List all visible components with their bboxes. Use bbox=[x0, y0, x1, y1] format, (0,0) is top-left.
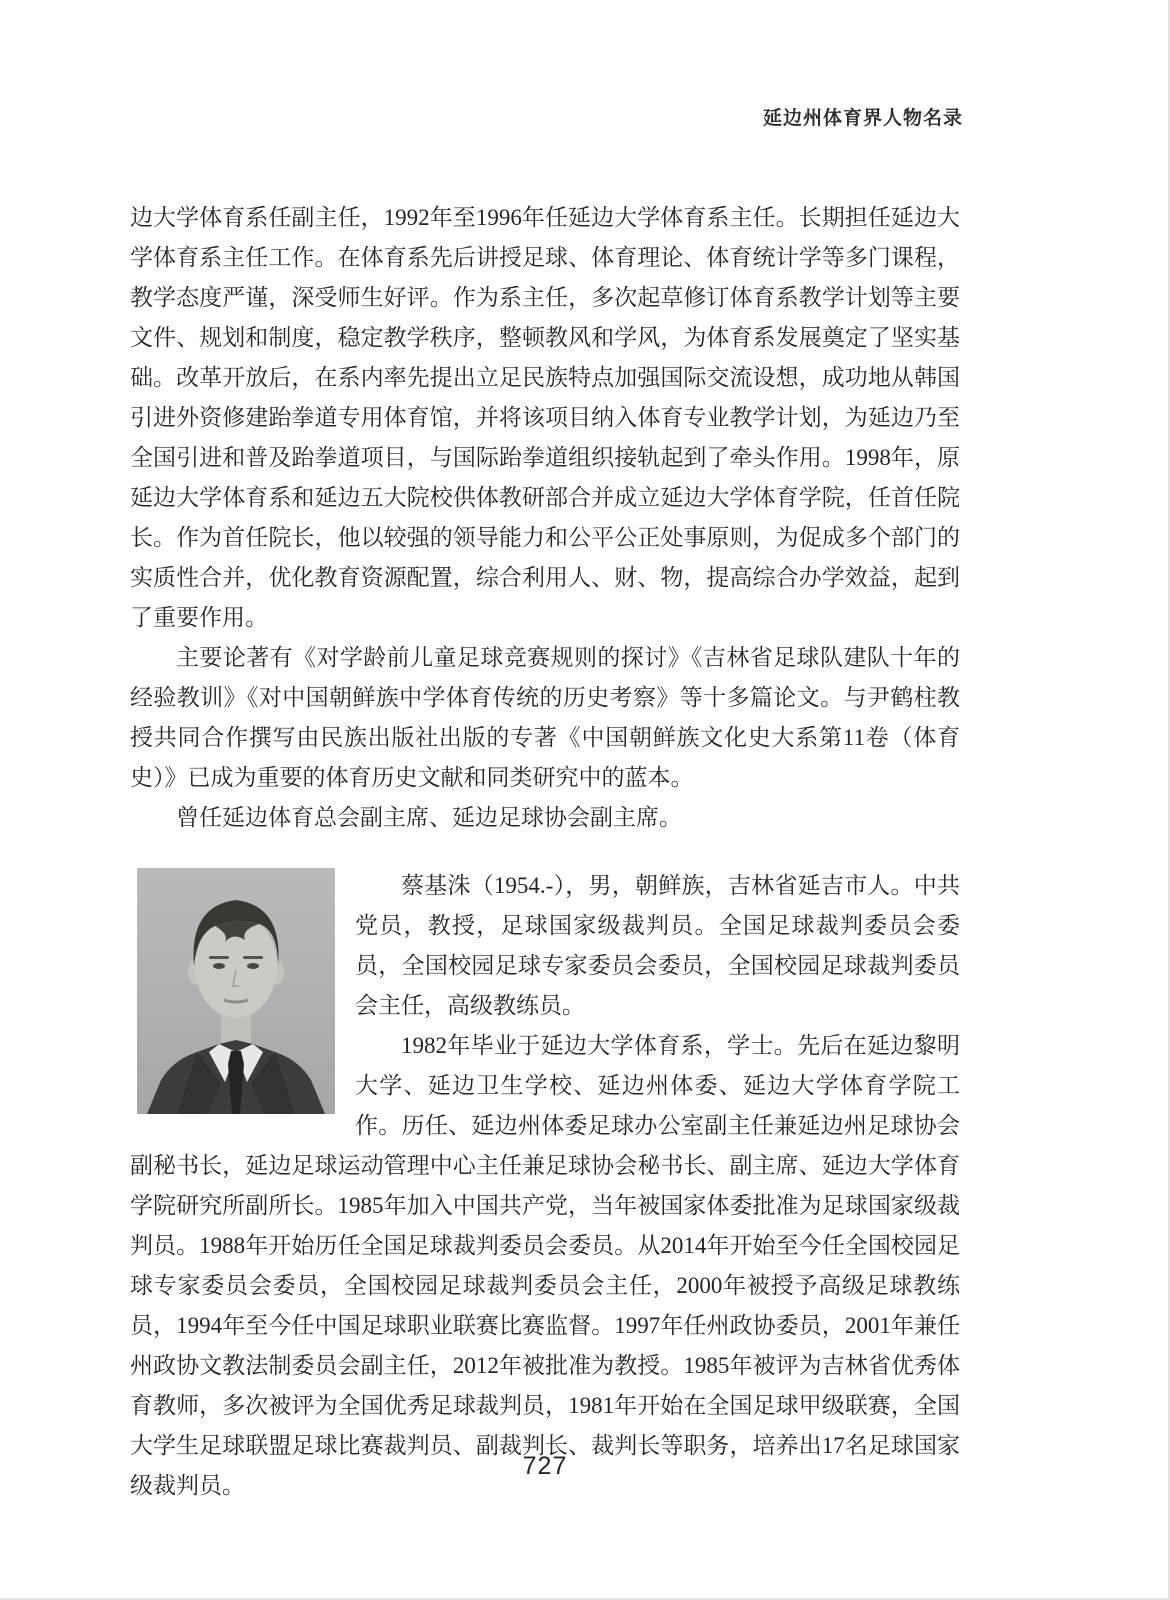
profile-career-paragraph: 1982年毕业于延边大学体育系，学士。先后在延边黎明大学、延边卫生学校、延边州体委、延边大学体育学院工作。历任、延边州体委足球办公室副主任兼延边州足球协会副秘书长，延边足球运动管理中心主任兼足球协会秘书长、副主席、延边大学体育学院研究所副所长。1985年加入中国共产党，当年被国家体委批准为足球国家级裁判员。1988年开始历任全国足球裁判委员会委员。从2014年开始至今任全国校园足球专家委员会委员，全国校园足球裁判委员会主任，2000年被授予高级足球教练员，1994年至今任中国足球职业联赛比赛监督。1997年任州政协委员，2001年兼任州政协文教法制委员会副主任，2012年被批准为教授。1985年被评为吉林省优秀体育教师，多次被评为全国优秀足球裁判员，1981年开始在全国足球甲级联赛，全国大学生足球联盟足球比赛裁判员、副裁判长、裁判长等职务，培养出17名足球国家级裁判员。 bbox=[130, 1033, 960, 1498]
body-text bbox=[130, 198, 960, 1506]
running-header: 延边州体育界人物名录 bbox=[762, 108, 963, 129]
person-portrait-icon bbox=[137, 868, 335, 1114]
profile-section bbox=[130, 866, 960, 1506]
profile-intro-paragraph: 蔡基洙（1954.-），男，朝鲜族，吉林省延吉市人。中共党员，教授，足球国家级裁判员。全国足球裁判委员会委员，全国校园足球专家委员会委员，全国校园足球裁判委员会主任，高级教练员。 bbox=[355, 873, 960, 1018]
paragraph-continuation: 边大学体育系任副主任，1992年至1996年任延边大学体育系主任。长期担任延边大学体育系主任工作。在体育系先后讲授足球、体育理论、体育统计学等多门课程，教学态度严谨，深受师生好评。作为系主任，多次起草修订体育系教学计划等主要文件、规划和制度，稳定教学秩序，整顿教风和学风，为体育系发展奠定了坚实基础。改革开放后，在系内率先提出立足民族特点加强国际交流设想，成功地从韩国引进外资修建跆拳道专用体育馆，并将该项目纳入体育专业教学计划，为延边乃至全国引进和普及跆拳道项目，与国际跆拳道组织接轨起到了牵头作用。1998年，原延边大学体育系和延边五大院校供体教研部合并成立延边大学体育学院，任首任院长。作为首任院长，他以较强的领导能力和公平公正处事原则，为促成多个部门的实质性合并，优化教育资源配置，综合利用人、财、物，提高综合办学效益，起到了重要作用。 bbox=[130, 205, 960, 630]
page-number: 727 bbox=[522, 1452, 568, 1480]
paragraph-publications: 主要论著有《对学龄前儿童足球竞赛规则的探讨》《吉林省足球队建队十年的经验教训》《对中国朝鲜族中学体育传统的历史考察》等十多篇论文。与尹鹤柱教授共同合作撰写由民族出版社出版的专著《中国朝鲜族文化史大系第11卷（体育史）》已成为重要的体育历史文献和同类研究中的蓝本。 bbox=[130, 645, 960, 790]
portrait-photo bbox=[137, 868, 335, 1114]
paragraph-former-positions: 曾任延边体育总会副主席、延边足球协会副主席。 bbox=[176, 805, 682, 830]
